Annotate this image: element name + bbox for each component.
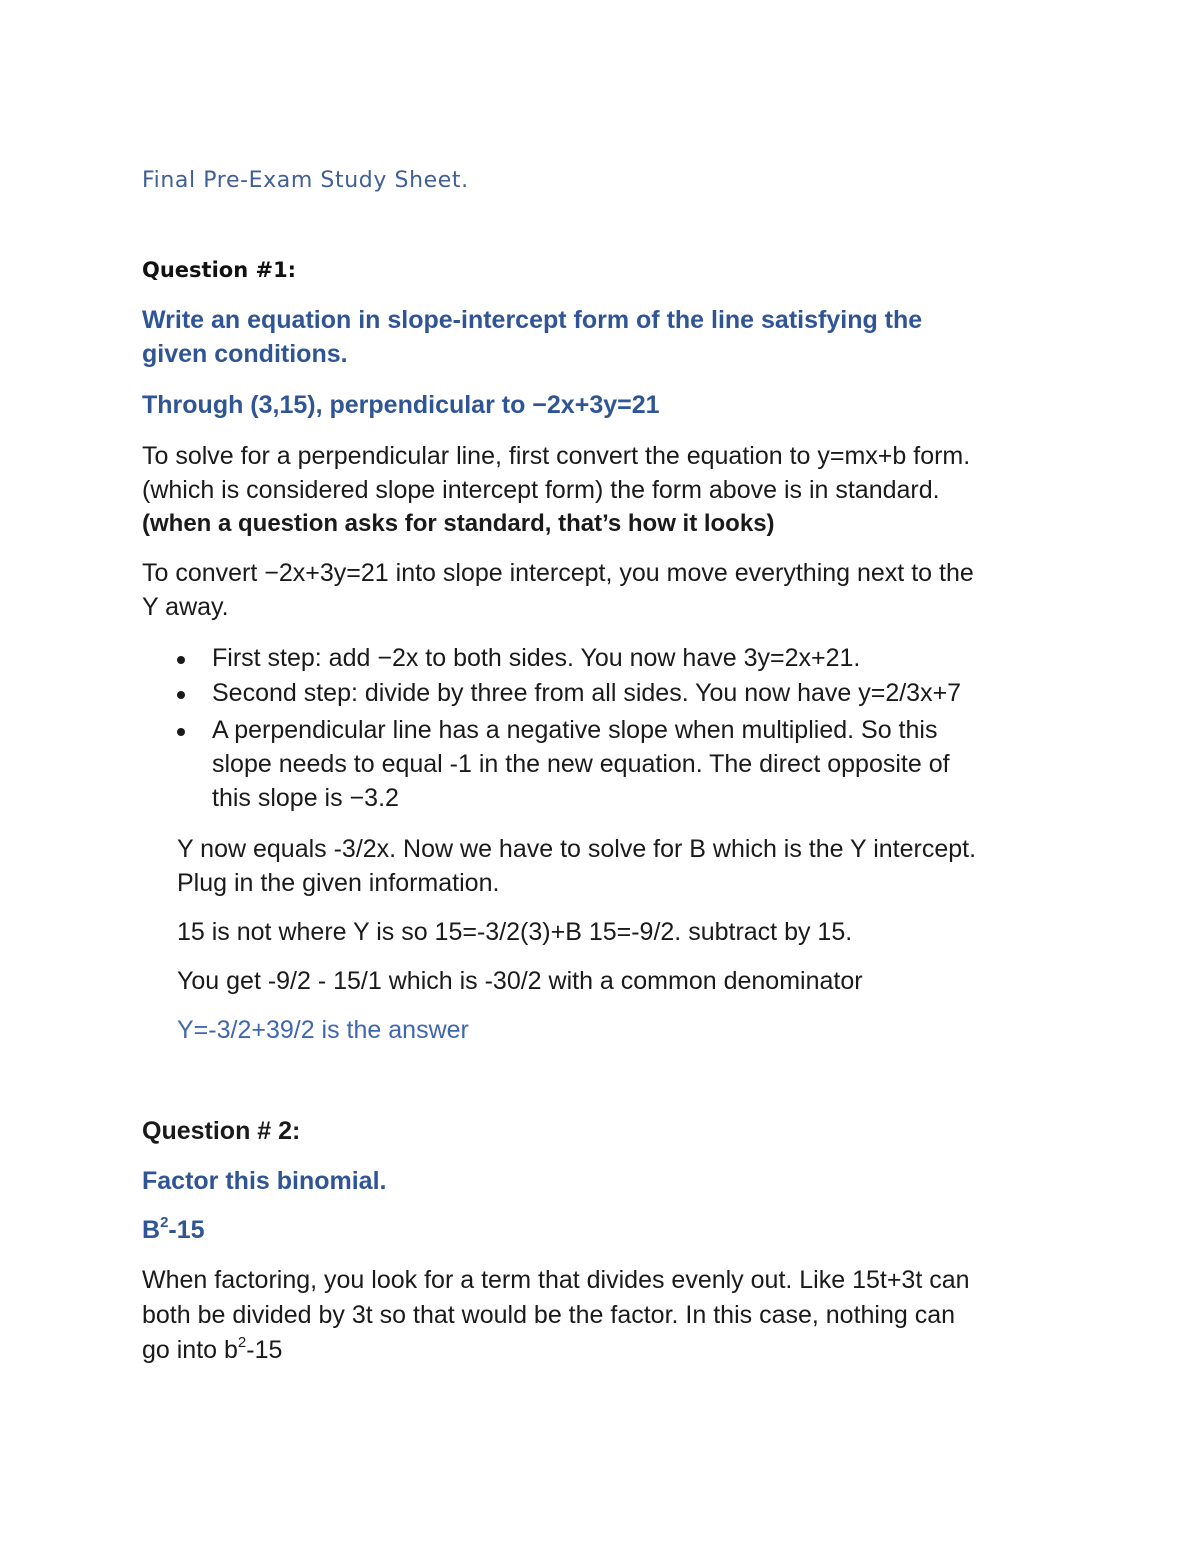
q1-bullet-3-line2: slope needs to equal -1 in the new equation. The direct opposite of xyxy=(212,750,950,778)
document-title: Final Pre-Exam Study Sheet. xyxy=(142,168,469,193)
q1-paragraph-1-line2: (which is considered slope intercept form) the form above is in standard. xyxy=(142,476,940,504)
bullet-icon xyxy=(177,691,185,699)
q1-paragraph-3-line2: Plug in the given information. xyxy=(177,869,500,897)
q1-paragraph-3-line1: Y now equals -3/2x. Now we have to solve for B which is the Y intercept. xyxy=(177,835,977,863)
expression-base: B xyxy=(142,1216,161,1244)
q2-line3-rest: -15 xyxy=(246,1336,283,1364)
q1-paragraph-2-line1: To convert −2x+3y=21 into slope intercept, you move everything next to the xyxy=(142,559,974,587)
bullet-icon xyxy=(177,656,185,664)
q1-bullet-2: Second step: divide by three from all sides. You now have y=2/3x+7 xyxy=(212,679,962,707)
q1-bullet-3-line1: A perpendicular line has a negative slope when multiplied. So this xyxy=(212,716,938,744)
question-1-label: Question #1: xyxy=(142,258,297,282)
q2-paragraph-line2: both be divided by 3t so that would be the factor. In this case, nothing can xyxy=(142,1301,956,1329)
q2-paragraph-line1: When factoring, you look for a term that divides evenly out. Like 15t+3t can xyxy=(142,1266,970,1294)
q1-answer: Y=-3/2+39/2 is the answer xyxy=(177,1016,469,1044)
question-1-prompt-line1: Write an equation in slope-intercept form of the line satisfying the xyxy=(142,306,923,334)
q1-paragraph-1-line1: To solve for a perpendicular line, first convert the equation to y=mx+b form. xyxy=(142,442,971,470)
bullet-icon xyxy=(177,728,185,736)
question-1-condition: Through (3,15), perpendicular to −2x+3y=21 xyxy=(142,391,660,419)
question-2-label: Question # 2: xyxy=(142,1117,301,1145)
q1-paragraph-5: You get -9/2 - 15/1 which is -30/2 with a common denominator xyxy=(177,967,863,995)
expression-rest: -15 xyxy=(168,1216,205,1244)
q2-line3-text: go into b xyxy=(142,1336,238,1364)
q2-paragraph-line3 xyxy=(142,1336,282,1365)
q2-line3-exponent: 2 xyxy=(237,1334,247,1351)
question-2-prompt: Factor this binomial. xyxy=(142,1167,387,1195)
question-1-prompt-line2: given conditions. xyxy=(142,340,348,368)
question-2-expression xyxy=(142,1216,205,1245)
q1-paragraph-1-line3: (when a question asks for standard, that’s how it looks) xyxy=(142,510,775,537)
q1-paragraph-2-line2: Y away. xyxy=(142,593,229,621)
expression-exponent: 2 xyxy=(160,1214,169,1231)
q1-bullet-1: First step: add −2x to both sides. You now have 3y=2x+21. xyxy=(212,644,861,672)
q1-paragraph-4: 15 is not where Y is so 15=-3/2(3)+B 15=-9/2. subtract by 15. xyxy=(177,918,853,946)
q1-bullet-3-line3: this slope is −3.2 xyxy=(212,784,399,812)
